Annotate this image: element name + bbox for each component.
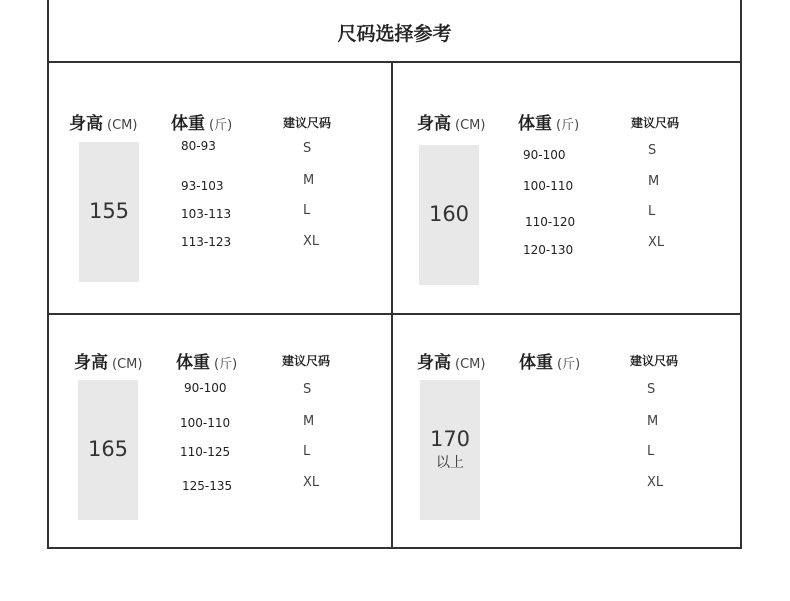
size-value: M <box>648 174 660 189</box>
weight-header-unit: (斤) <box>209 118 233 133</box>
height-header-unit: (CM) <box>455 357 486 372</box>
weight-range: 100-110 <box>180 416 231 430</box>
height-header <box>417 348 485 373</box>
weight-range: 100-110 <box>523 179 574 193</box>
size-value: M <box>303 173 315 188</box>
weight-range: 113-123 <box>181 235 232 249</box>
weight-header-label: 体重 <box>171 114 205 134</box>
chart-title: 尺码选择参考 <box>337 23 452 45</box>
weight-range: 90-100 <box>184 381 227 395</box>
size-value: L <box>648 204 656 219</box>
size-value: XL <box>648 235 665 250</box>
height-box <box>419 145 479 285</box>
height-box <box>420 380 480 520</box>
size-value: L <box>647 444 655 459</box>
height-value: 165 <box>87 437 129 462</box>
height-header-unit: (CM) <box>112 357 143 372</box>
size-panel-165 <box>49 315 389 565</box>
size-panel-170 <box>393 315 733 565</box>
size-value: XL <box>303 234 320 249</box>
size-panel-155 <box>49 63 389 313</box>
size-value: L <box>303 444 311 459</box>
size-chart <box>47 0 742 549</box>
height-value: 155 <box>88 199 130 224</box>
weight-header <box>171 109 232 134</box>
size-value: S <box>647 382 656 397</box>
weight-range: 93-103 <box>181 179 224 193</box>
weight-header-label: 体重 <box>519 353 553 373</box>
size-value: M <box>303 414 315 429</box>
height-box <box>79 142 139 282</box>
weight-header-unit: (斤) <box>556 118 580 133</box>
height-header-label: 身高 <box>69 114 103 134</box>
height-value: 160 <box>428 202 470 227</box>
weight-header <box>518 109 579 134</box>
weight-range: 90-100 <box>523 148 566 162</box>
weight-header-unit: (斤) <box>557 357 581 372</box>
title-row <box>49 0 740 63</box>
size-header: 建议尺码 <box>631 116 680 130</box>
height-header-label: 身高 <box>417 114 451 134</box>
weight-header <box>176 348 237 373</box>
height-value: 170 <box>429 427 471 452</box>
size-value: XL <box>647 475 664 490</box>
weight-range: 80-93 <box>181 139 216 153</box>
weight-header-label: 体重 <box>518 114 552 134</box>
height-box <box>78 380 138 520</box>
height-header-unit: (CM) <box>107 118 138 133</box>
height-header-unit: (CM) <box>455 118 486 133</box>
weight-range: 125-135 <box>182 479 233 493</box>
weight-header <box>519 348 580 373</box>
size-value: M <box>647 414 659 429</box>
height-header-label: 身高 <box>417 353 451 373</box>
size-header: 建议尺码 <box>282 354 331 368</box>
size-value: S <box>648 143 657 158</box>
weight-range: 110-120 <box>525 215 576 229</box>
weight-range: 110-125 <box>180 445 231 459</box>
size-value: S <box>303 382 312 397</box>
height-header <box>74 348 142 373</box>
height-header <box>417 109 485 134</box>
weight-header-label: 体重 <box>176 353 210 373</box>
size-header: 建议尺码 <box>630 354 679 368</box>
size-value: S <box>303 141 312 156</box>
size-value: XL <box>303 475 320 490</box>
size-header: 建议尺码 <box>283 116 332 130</box>
size-value: L <box>303 203 311 218</box>
height-header-label: 身高 <box>74 353 108 373</box>
size-panel-160 <box>393 63 733 313</box>
weight-range: 103-113 <box>181 207 232 221</box>
height-header <box>69 109 137 134</box>
weight-range: 120-130 <box>523 243 574 257</box>
height-note: 以上 <box>436 454 464 471</box>
weight-header-unit: (斤) <box>214 357 238 372</box>
